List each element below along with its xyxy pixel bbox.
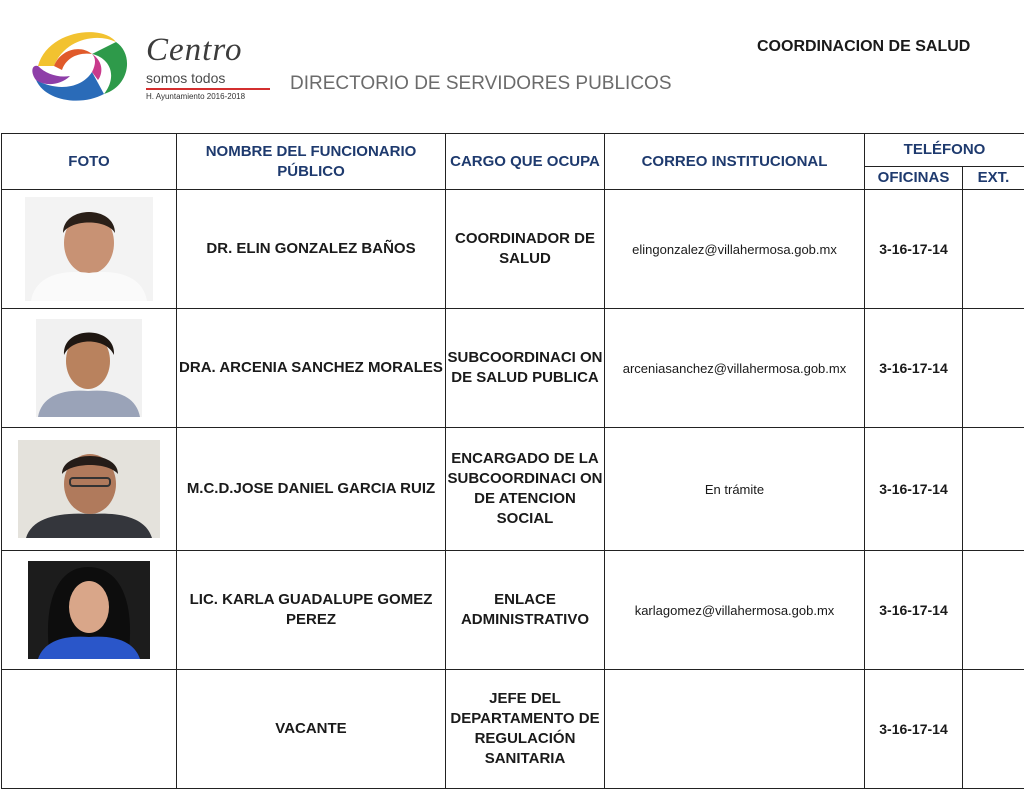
table-row (2, 670, 1024, 789)
photo-cell (2, 190, 177, 309)
office-phone: 3-16-17-14 (865, 190, 963, 309)
portrait-photo (28, 561, 150, 659)
table-row (2, 428, 1024, 551)
document-subtitle: DIRECTORIO DE SERVIDORES PUBLICOS (290, 73, 672, 95)
department-title: COORDINACION DE SALUD (757, 38, 970, 56)
photo-cell (2, 670, 177, 789)
photo-cell (2, 551, 177, 670)
header-offices: OFICINAS (865, 167, 963, 190)
brand-admin-period: H. Ayuntamiento 2016-2018 (146, 92, 245, 101)
phone-ext (963, 309, 1024, 428)
directory-table (1, 133, 1024, 789)
official-name: VACANTE (177, 670, 446, 789)
page-header (0, 0, 1024, 134)
brand-tagline: somos todos (146, 70, 225, 86)
official-name: DRA. ARCENIA SANCHEZ MORALES (177, 309, 446, 428)
phone-ext (963, 428, 1024, 551)
header-email: CORREO INSTITUCIONAL (605, 134, 865, 190)
official-email[interactable]: karlagomez@villahermosa.gob.mx (605, 551, 865, 670)
phone-ext (963, 551, 1024, 670)
official-position: COORDINADOR DE SALUD (446, 190, 605, 309)
header-ext: EXT. (963, 167, 1024, 190)
table-row (2, 551, 1024, 670)
photo-cell (2, 309, 177, 428)
table-row (2, 309, 1024, 428)
office-phone: 3-16-17-14 (865, 428, 963, 551)
official-position: ENLACE ADMINISTRATIVO (446, 551, 605, 670)
official-position: JEFE DEL DEPARTAMENTO DE REGULACIÓN SANITARIA (446, 670, 605, 789)
office-phone: 3-16-17-14 (865, 309, 963, 428)
photo-cell (2, 428, 177, 551)
office-phone: 3-16-17-14 (865, 670, 963, 789)
brand-divider (146, 88, 270, 90)
official-email (605, 670, 865, 789)
centro-logo-icon (30, 24, 136, 104)
header-phone: TELÉFONO (865, 134, 1024, 167)
official-name: M.C.D.JOSE DANIEL GARCIA RUIZ (177, 428, 446, 551)
portrait-photo (25, 197, 153, 301)
phone-ext (963, 190, 1024, 309)
official-email: En trámite (605, 428, 865, 551)
header-photo: FOTO (2, 134, 177, 190)
official-position: ENCARGADO DE LA SUBCOORDINACI ON DE ATENCION SOCIAL (446, 428, 605, 551)
official-name: DR. ELIN GONZALEZ BAÑOS (177, 190, 446, 309)
brand-name: Centro (146, 32, 242, 69)
official-name: LIC. KARLA GUADALUPE GOMEZ PEREZ (177, 551, 446, 670)
portrait-photo (18, 440, 160, 538)
office-phone: 3-16-17-14 (865, 551, 963, 670)
table-row (2, 190, 1024, 309)
official-position: SUBCOORDINACI ON DE SALUD PUBLICA (446, 309, 605, 428)
official-email[interactable]: elingonzalez@villahermosa.gob.mx (605, 190, 865, 309)
header-name: NOMBRE DEL FUNCIONARIO PÚBLICO (177, 134, 446, 190)
portrait-photo (36, 319, 142, 417)
header-position: CARGO QUE OCUPA (446, 134, 605, 190)
official-email[interactable]: arceniasanchez@villahermosa.gob.mx (605, 309, 865, 428)
phone-ext (963, 670, 1024, 789)
